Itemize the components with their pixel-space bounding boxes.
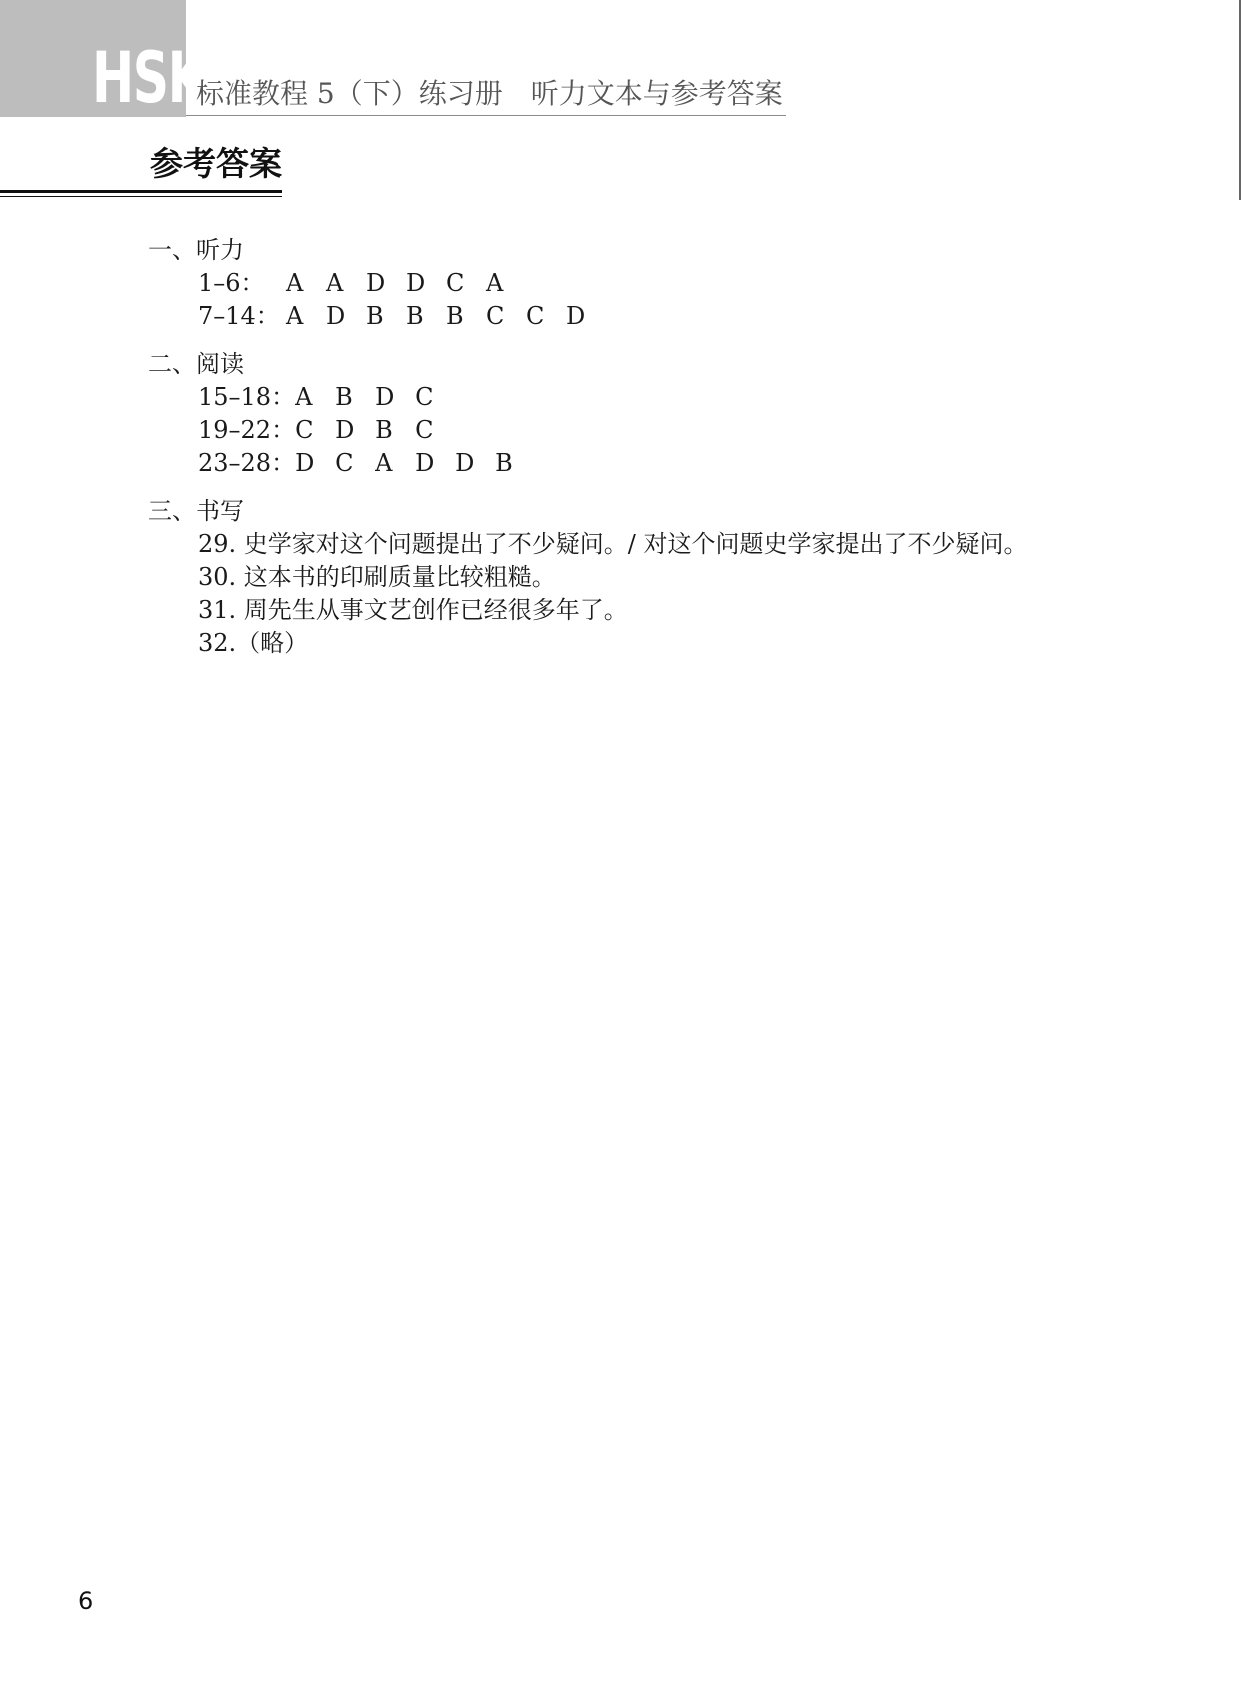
answer-letter: D <box>335 416 355 444</box>
listening-section <box>148 233 1148 333</box>
answer-letter: D <box>455 449 475 477</box>
answer-letter: B <box>406 302 424 330</box>
answer-letter: D <box>406 269 426 297</box>
answer-letter: D <box>415 449 435 477</box>
answer-letter: B <box>446 302 464 330</box>
reading-section <box>148 347 1148 480</box>
answer-row <box>198 414 1148 447</box>
answer-letter: A <box>375 449 393 477</box>
question-range-label: 19–22： <box>198 416 296 444</box>
answer-letters <box>295 416 455 444</box>
question-range-label: 23–28： <box>198 449 296 477</box>
listening-answers <box>148 267 1148 333</box>
question-range-label: 7–14： <box>198 302 280 330</box>
answer-letter: D <box>375 383 395 411</box>
listening-heading: 一、听力 <box>148 236 244 264</box>
running-header-title: 标准教程 5（下）练习册 听力文本与参考答案 <box>196 77 783 110</box>
answer-letter: B <box>375 416 393 444</box>
answer-letter: C <box>526 302 545 330</box>
writing-answer-item: 32.（略） <box>198 629 309 657</box>
answer-letter: C <box>295 416 314 444</box>
answer-letter: B <box>335 383 353 411</box>
writing-answer-item: 31. 周先生从事文艺创作已经很多年了。 <box>198 596 628 624</box>
title-underline-thin <box>0 196 282 197</box>
answer-row <box>198 267 1148 300</box>
answer-row <box>198 381 1148 414</box>
answer-letter: A <box>286 302 304 330</box>
answer-key <box>148 233 1148 674</box>
page-number: 6 <box>78 1587 94 1615</box>
reading-answers <box>148 381 1148 480</box>
answer-letter: D <box>566 302 586 330</box>
writing-answer-item: 30. 这本书的印刷质量比较粗糙。 <box>198 563 556 591</box>
hsk-logo: HSK <box>92 37 206 119</box>
answer-letters <box>295 383 455 411</box>
writing-heading: 三、书写 <box>148 497 244 525</box>
answer-letter: A <box>326 269 344 297</box>
answer-letter: D <box>366 269 386 297</box>
answer-letter: A <box>295 383 313 411</box>
answer-row <box>198 300 1148 333</box>
answer-letter: C <box>446 269 465 297</box>
writing-answer-item: 29. 史学家对这个问题提出了不少疑问。/ 对这个问题史学家提出了不少疑问。 <box>198 530 1028 558</box>
writing-answers <box>148 528 1148 660</box>
page-edge-line <box>1239 0 1241 200</box>
answer-letter: C <box>415 383 434 411</box>
answer-letter: C <box>486 302 505 330</box>
section-title: 参考答案 <box>150 144 282 183</box>
answer-letter: B <box>495 449 513 477</box>
answer-letters <box>286 269 526 297</box>
answer-letter: A <box>286 269 304 297</box>
answer-letter: D <box>295 449 315 477</box>
answer-letter: B <box>366 302 384 330</box>
answer-letters <box>286 302 606 330</box>
answer-letter: C <box>335 449 354 477</box>
reading-heading: 二、阅读 <box>148 350 244 378</box>
answer-letter: A <box>486 269 504 297</box>
header-rule <box>186 115 786 116</box>
question-range-label: 15–18： <box>198 383 296 411</box>
answer-letter: C <box>415 416 434 444</box>
answer-letter: D <box>326 302 346 330</box>
writing-section <box>148 494 1148 660</box>
title-underline-thick <box>0 190 282 193</box>
answer-letters <box>295 449 535 477</box>
question-range-label: 1–6： <box>198 269 265 297</box>
answer-row <box>198 447 1148 480</box>
